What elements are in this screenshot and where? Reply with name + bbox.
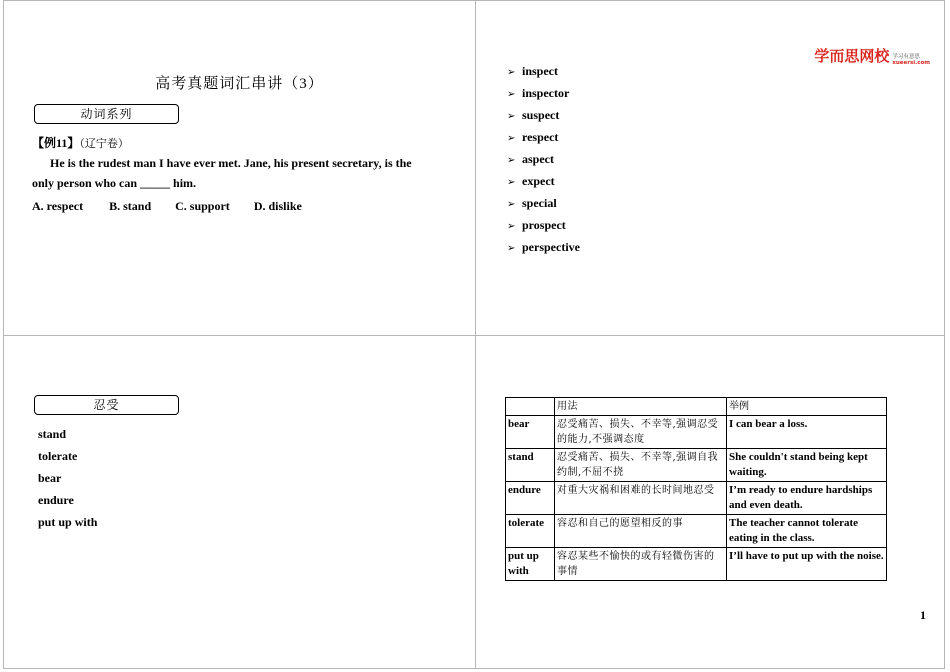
logo-slogan: 学习有意思 xyxy=(892,54,920,60)
option-d: D. dislike xyxy=(253,199,302,213)
logo-main-text: 学而思网校 xyxy=(814,47,890,65)
row-example: The teacher cannot tolerate eating in the class. xyxy=(727,515,887,548)
list-item: stand xyxy=(38,427,67,441)
usage-table xyxy=(505,397,887,581)
row-usage: 容忍某些不愉快的或有轻微伤害的事情 xyxy=(555,548,727,581)
row-word: put up with xyxy=(506,548,555,581)
row-example: I can bear a loss. xyxy=(727,416,887,449)
row-example: She couldn't stand being kept waiting. xyxy=(727,449,887,482)
header-example: 举例 xyxy=(727,398,887,416)
arrow-bullet-icon: ➢ xyxy=(507,199,516,210)
table-row xyxy=(506,482,887,515)
list-item: bear xyxy=(38,471,62,485)
page-number: 1 xyxy=(920,608,926,622)
list-item: ➢ suspect xyxy=(507,105,580,127)
question-line-2: only person who can _____ him. xyxy=(32,176,197,190)
slide-word-family xyxy=(475,0,945,336)
slide-title: 高考真题词汇串讲（3） xyxy=(155,76,324,92)
row-usage: 容忍和自己的愿望相反的事 xyxy=(555,515,727,548)
row-word: bear xyxy=(506,416,555,449)
list-item: ➢ expect xyxy=(507,171,580,193)
option-a: A. respect xyxy=(32,199,84,213)
option-b: B. stand xyxy=(109,199,152,213)
logo-side xyxy=(892,54,930,66)
table-row xyxy=(506,515,887,548)
list-item: ➢ special xyxy=(507,193,580,215)
row-word: endure xyxy=(506,482,555,515)
list-item: endure xyxy=(38,493,74,507)
logo-url: xueersi.com xyxy=(892,60,930,66)
example-header xyxy=(32,134,129,151)
arrow-bullet-icon: ➢ xyxy=(507,155,516,166)
list-item: ➢ aspect xyxy=(507,149,580,171)
word-family-list xyxy=(507,61,580,259)
arrow-bullet-icon: ➢ xyxy=(507,89,516,100)
header-word xyxy=(506,398,555,416)
header-usage: 用法 xyxy=(555,398,727,416)
slide-synonyms xyxy=(3,335,476,669)
row-example: I’m ready to endure hardships and even death. xyxy=(727,482,887,515)
list-item: ➢ inspect xyxy=(507,61,580,83)
example-source: （辽宁卷） xyxy=(79,137,129,150)
table-row xyxy=(506,416,887,449)
row-example: I’ll have to put up with the noise. xyxy=(727,548,887,581)
row-usage: 对重大灾祸和困难的长时间地忍受 xyxy=(555,482,727,515)
list-item: ➢ perspective xyxy=(507,237,580,259)
table-row xyxy=(506,548,887,581)
row-word: tolerate xyxy=(506,515,555,548)
arrow-bullet-icon: ➢ xyxy=(507,243,516,254)
option-c: C. support xyxy=(175,199,230,213)
answer-options xyxy=(32,199,302,214)
row-word: stand xyxy=(506,449,555,482)
school-logo xyxy=(814,45,930,66)
row-usage: 忍受痛苦、损失、不幸等,强调忍受的能力,不强调态度 xyxy=(555,416,727,449)
table-header-row xyxy=(506,398,887,416)
arrow-bullet-icon: ➢ xyxy=(507,111,516,122)
list-item: put up with xyxy=(38,515,98,529)
section-tag-verbs: 动词系列 xyxy=(34,104,179,124)
slide-vocab-title xyxy=(3,0,476,336)
synonym-list xyxy=(38,423,97,533)
question-line-1: He is the rudest man I have ever met. Jane, his present secretary, is the xyxy=(50,156,412,170)
list-item: ➢ respect xyxy=(507,127,580,149)
slide-usage-table xyxy=(475,335,945,669)
section-tag-endure: 忍受 xyxy=(34,395,179,415)
list-item: ➢ inspector xyxy=(507,83,580,105)
arrow-bullet-icon: ➢ xyxy=(507,177,516,188)
row-usage: 忍受痛苦、损失、不幸等,强调自我约制,不屈不挠 xyxy=(555,449,727,482)
list-item: tolerate xyxy=(38,449,78,463)
example-label: 【例11】 xyxy=(32,136,80,150)
arrow-bullet-icon: ➢ xyxy=(507,133,516,144)
arrow-bullet-icon: ➢ xyxy=(507,67,516,78)
arrow-bullet-icon: ➢ xyxy=(507,221,516,232)
list-item: ➢ prospect xyxy=(507,215,580,237)
table-row xyxy=(506,449,887,482)
